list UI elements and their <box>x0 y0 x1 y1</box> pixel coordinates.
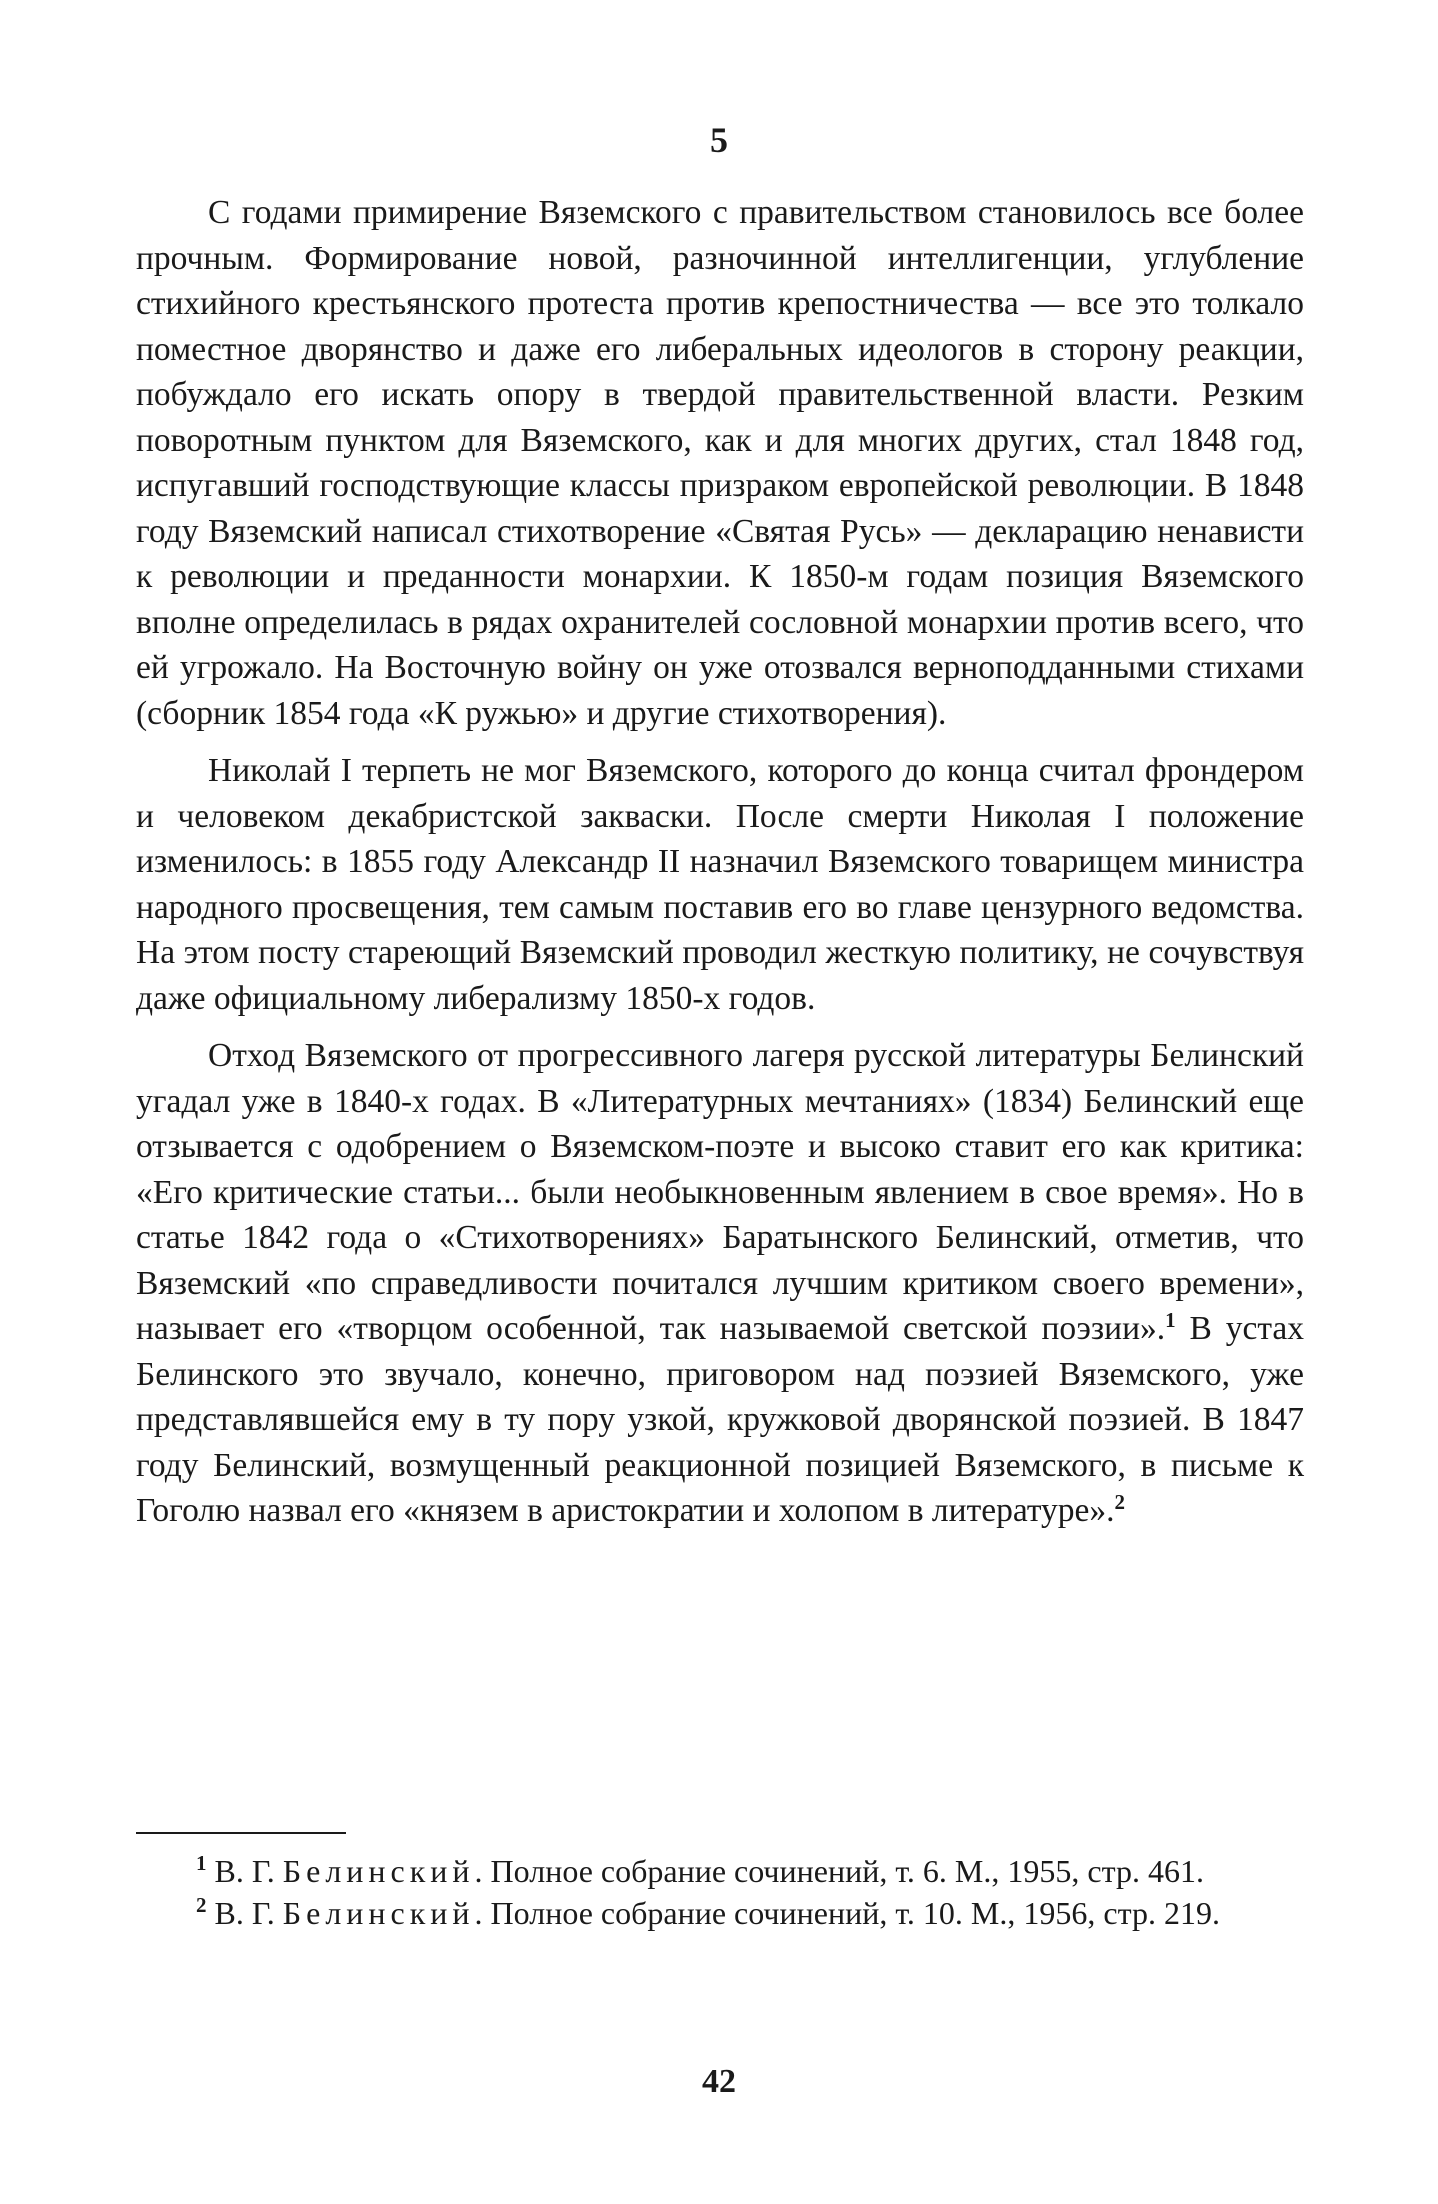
footnote-1 <box>136 1850 1304 1892</box>
footnote-1-citation: . Полное собрание сочинений, т. 6. М., 1955, стр. 461. <box>474 1853 1204 1889</box>
footnote-1-author: Белинский <box>282 1853 475 1889</box>
footnote-2-mark: 2 <box>196 1893 207 1918</box>
footnote-2 <box>136 1892 1304 1934</box>
footnote-divider <box>136 1832 346 1834</box>
paragraph-2: Николай I терпеть не мог Вяземского, которого до конца считал фрондером и человеком декабристской закваски. После смерти Николая I положение изменилось: в 1855 году Александр II назначил Вяземского товарищем министра народного просвещения, тем самым поставив его во главе цензурного ведомства. На этом посту стареющий Вяземский проводил жесткую политику, не сочувствуя даже официальному либерализму 1850-х годов. <box>136 752 1304 1017</box>
paragraph-3-part-2: В устах Белинского это звучало, конечно, приговором над поэзией Вяземского, уже представлявшейся ему в ту пору узкой, кружковой дворянской поэзией. В 1847 году Белинский, возмущенный реакционной позицией Вяземского, в письме к Гоголю назвал его «князем в аристократии и холопом в литературе». <box>136 1310 1304 1529</box>
body-text <box>136 190 1304 1534</box>
footnote-2-initials: В. Г. <box>214 1895 275 1931</box>
footnote-ref-1: 1 <box>1165 1307 1176 1332</box>
footnote-2-author: Белинский <box>282 1895 475 1931</box>
page-number: 42 <box>702 2063 736 2100</box>
paragraph-3-part-1: Отход Вяземского от прогрессивного лагеря русской литературы Белинский угадал уже в 1840-х годах. В «Литературных мечтаниях» (1834) Белинский еще отзывается с одобрением о Вяземском-поэте и высоко ставит его как критика: «Его критические статьи... были необыкновенным явлением в свое время». Но в статье 1842 года о «Стихотворениях» Баратынского Белинский, отметив, что Вяземский «по справедливости почитался лучшим критиком своего времени», называет его «творцом особенной, так называемой светской поэзии». <box>136 1037 1304 1347</box>
footnote-ref-2: 2 <box>1114 1489 1126 1514</box>
footnote-1-initials: В. Г. <box>214 1853 275 1889</box>
section-number: 5 <box>710 120 728 160</box>
footnotes <box>136 1850 1304 1934</box>
footnote-1-mark: 1 <box>196 1851 207 1876</box>
footnote-2-citation: . Полное собрание сочинений, т. 10. М., 1956, стр. 219. <box>474 1895 1220 1931</box>
paragraph-1: С годами примирение Вяземского с правительством становилось все более прочным. Формирование новой, разночинной интеллигенции, углубление стихийного крестьянского протеста против крепостничества — все это толкало поместное дворянство и даже его либеральных идеологов в сторону реакции, побуждало его искать опору в твердой правительственной власти. Резким поворотным пунктом для Вяземского, как и для многих других, стал 1848 год, испугавший господствующие классы призраком европейской революции. В 1848 году Вяземский написал стихотворение «Святая Русь» — декларацию ненависти к революции и преданности монархии. К 1850-м годам позиция Вяземского вполне определилась в рядах охранителей сословной монархии против всего, что ей угрожало. На Восточную войну он уже отозвался верноподданными стихами (сборник 1854 года «К ружью» и другие стихотворения). <box>136 194 1304 732</box>
paragraph-3 <box>136 1033 1304 1534</box>
